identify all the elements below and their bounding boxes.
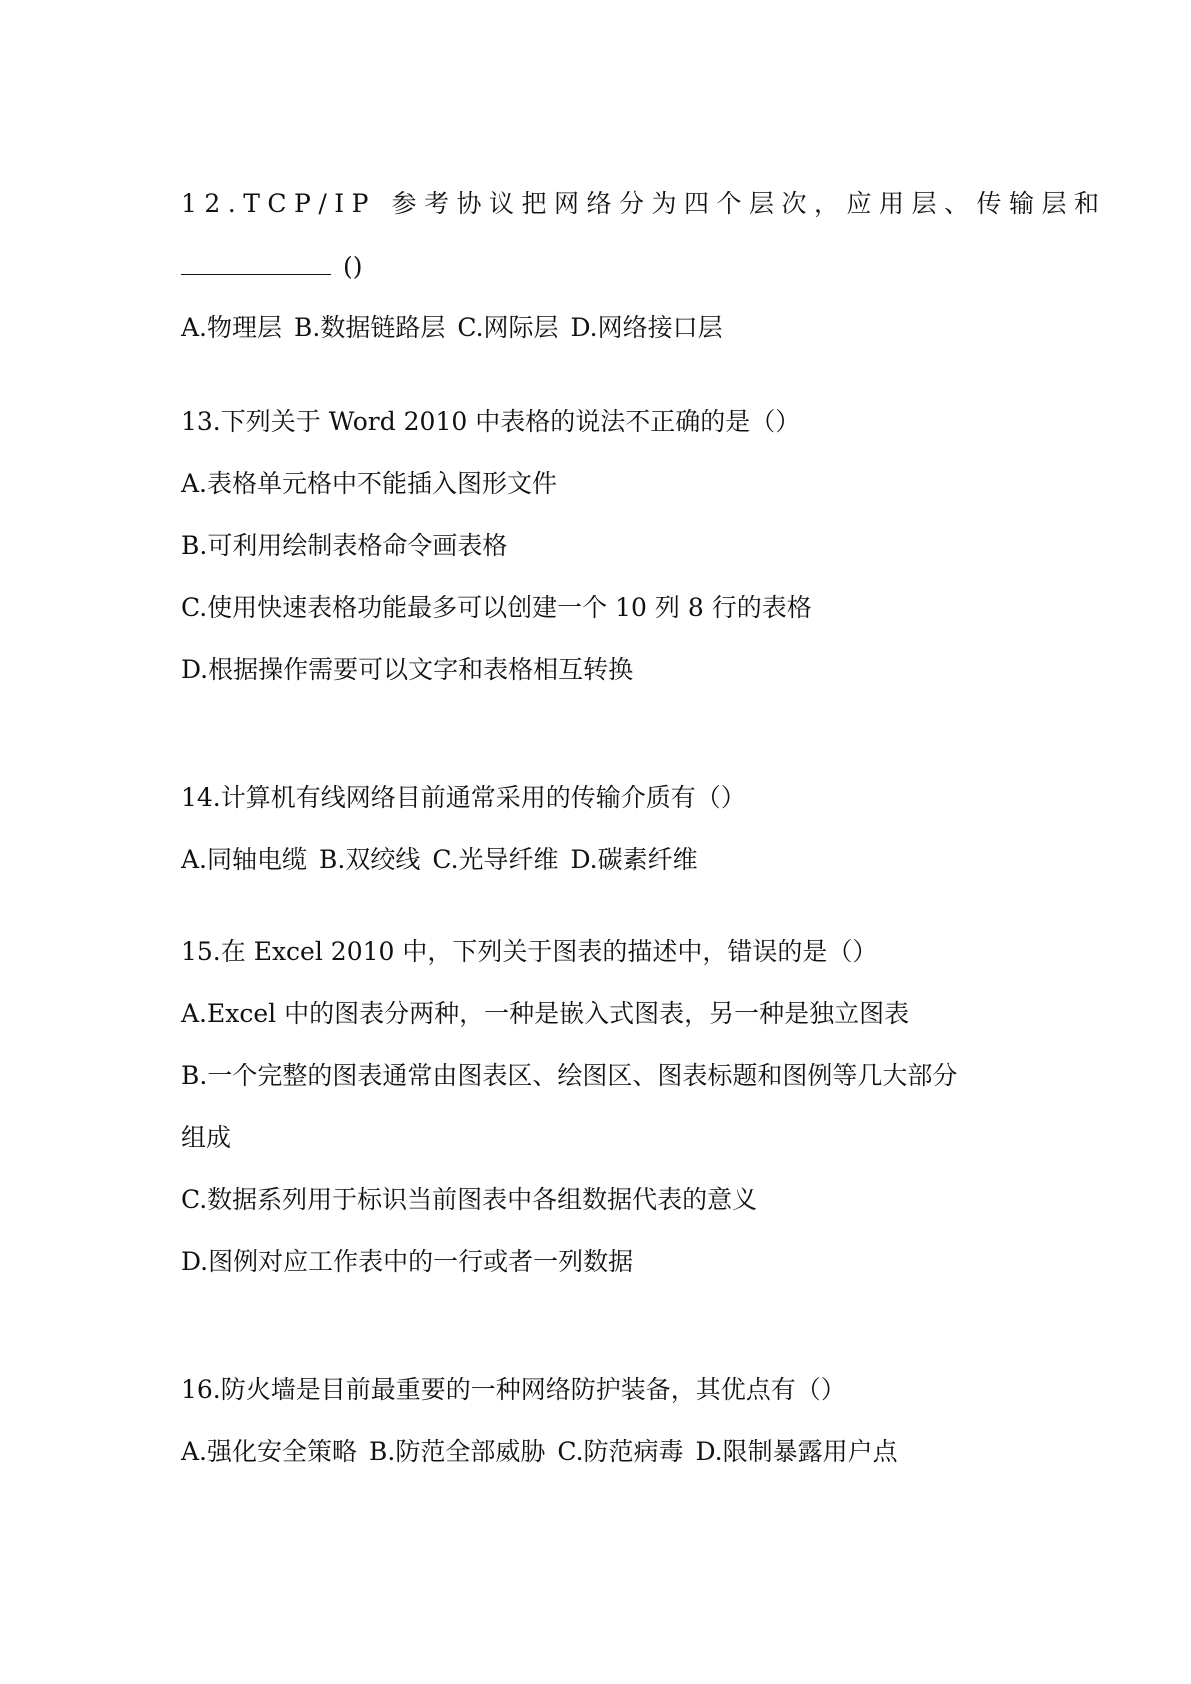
question-13-option-a: A.表格单元格中不能插入图形文件 xyxy=(181,469,558,498)
option-d: D.限制暴露用户点 xyxy=(695,1437,898,1466)
option-a: A.强化安全策略 xyxy=(181,1437,358,1466)
option-b: B.防范全部威胁 xyxy=(369,1437,546,1466)
question-13-option-b: B.可利用绘制表格命令画表格 xyxy=(181,531,508,560)
question-15-option-b: B.一个完整的图表通常由图表区、绘图区、图表标题和图例等几大部分 xyxy=(181,1061,958,1090)
question-12-options xyxy=(181,310,1021,346)
option-d: D.碳素纤维 xyxy=(570,845,698,874)
option-c: C.防范病毒 xyxy=(557,1437,684,1466)
question-13-stem: 13.下列关于 Word 2010 中表格的说法不正确的是（） xyxy=(181,407,801,436)
option-b: B.双绞线 xyxy=(319,845,421,874)
question-15-stem: 15.在 Excel 2010 中，下列关于图表的描述中，错误的是（） xyxy=(181,937,878,966)
question-15-option-b-continued: 组成 xyxy=(181,1123,232,1152)
question-15-option-a: A.Excel 中的图表分两种，一种是嵌入式图表，另一种是独立图表 xyxy=(181,999,910,1028)
option-a: A.同轴电缆 xyxy=(181,845,308,874)
question-14-stem: 14.计算机有线网络目前通常采用的传输介质有（） xyxy=(181,783,746,812)
question-15-option-d: D.图例对应工作表中的一行或者一列数据 xyxy=(181,1247,634,1276)
option-a: A.物理层 xyxy=(181,313,283,342)
question-13-option-d: D.根据操作需要可以文字和表格相互转换 xyxy=(181,655,634,684)
fill-in-blank xyxy=(181,248,331,275)
question-13-option-c: C.使用快速表格功能最多可以创建一个 10 列 8 行的表格 xyxy=(181,593,812,622)
answer-parentheses: () xyxy=(343,252,363,281)
question-14-options xyxy=(181,842,1021,878)
option-d: D.网络接口层 xyxy=(570,313,723,342)
question-12-stem-line2 xyxy=(181,248,1021,285)
option-c: C.网际层 xyxy=(457,313,559,342)
option-c: C.光导纤维 xyxy=(432,845,559,874)
question-12-stem-line1: 12.TCP/IP 参考协议把网络分为四个层次，应用层、传输层和 xyxy=(181,189,1107,218)
option-b: B.数据链路层 xyxy=(294,313,446,342)
question-15-option-c: C.数据系列用于标识当前图表中各组数据代表的意义 xyxy=(181,1185,758,1214)
question-16-options xyxy=(181,1434,1021,1470)
question-16-stem: 16.防火墙是目前最重要的一种网络防护装备，其优点有（） xyxy=(181,1375,846,1404)
